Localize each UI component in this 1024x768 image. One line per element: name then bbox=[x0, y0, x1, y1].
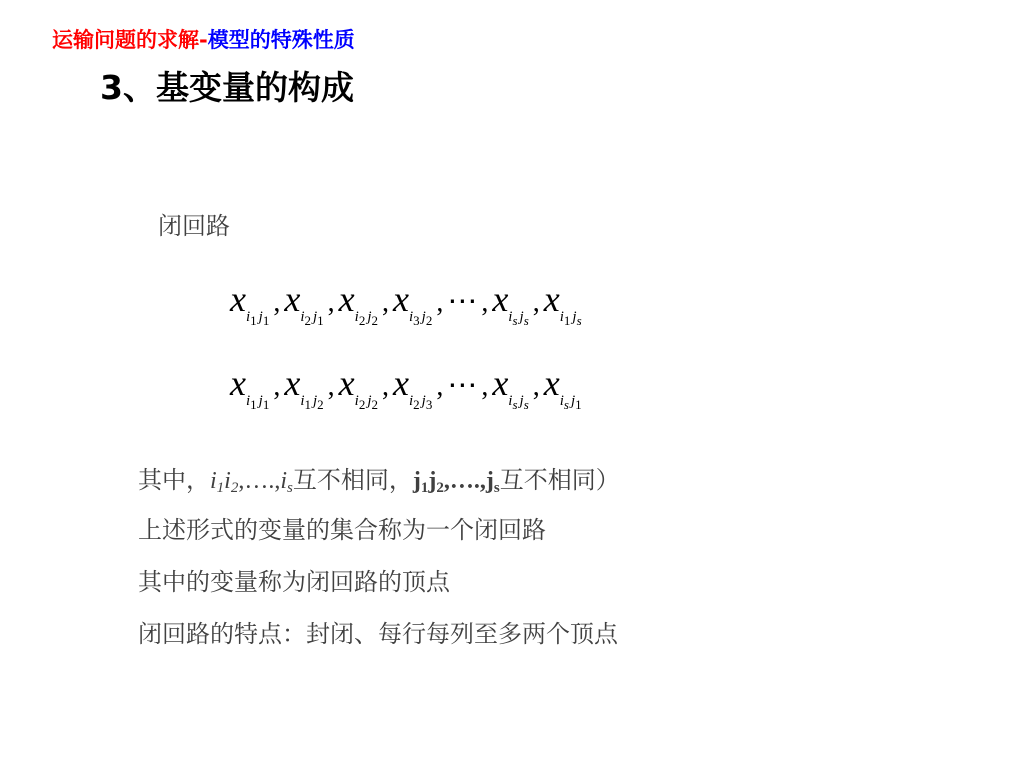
index-is: is bbox=[280, 468, 293, 496]
formula-term: $x_{i1 js}$ bbox=[543, 279, 582, 328]
index-ellipsis-2: ,…., bbox=[443, 468, 486, 494]
formula-separator: , bbox=[532, 371, 540, 402]
header-part-1: 运输问题的求解- bbox=[52, 28, 208, 52]
vertex-definition-line: 其中的变量称为闭回路的顶点 bbox=[138, 568, 450, 596]
formula-separator: , bbox=[436, 287, 444, 318]
formula-term: $x_{i2 j1}$ bbox=[284, 279, 324, 328]
formula-separator: , bbox=[481, 287, 489, 318]
formula-term: $x_{i2 j3}$ bbox=[392, 363, 433, 412]
formula-separator: , bbox=[327, 371, 335, 402]
formula-separator: , bbox=[381, 371, 389, 402]
formula-term: $x_{is js}$ bbox=[492, 279, 529, 328]
formula-term: $x_{i1 j2}$ bbox=[284, 363, 324, 412]
index-ellipsis-1: ,…., bbox=[238, 468, 281, 494]
formula-term: $x_{i1 j1}$ bbox=[230, 279, 270, 328]
formula-separator: , bbox=[481, 371, 489, 402]
closed-loop-formula-1 bbox=[230, 278, 582, 329]
formula-term: $x_{i1 j1}$ bbox=[230, 363, 270, 412]
formula-separator: , bbox=[327, 287, 335, 318]
formula-separator: , bbox=[532, 287, 540, 318]
formula-term: $x_{is j1}$ bbox=[543, 363, 582, 412]
formula-term: $x_{is js}$ bbox=[492, 363, 529, 412]
slide-header bbox=[52, 30, 355, 51]
formula-separator: , bbox=[273, 371, 281, 402]
index-i2: i2 bbox=[224, 468, 239, 496]
section-title: 3、基变量的构成 bbox=[100, 68, 354, 107]
formula-separator: , bbox=[436, 371, 444, 402]
formula-separator: , bbox=[381, 287, 389, 318]
property-line: 闭回路的特点：封闭、每行每列至多两个顶点 bbox=[138, 620, 618, 648]
formula-ellipsis: ⋯ bbox=[447, 285, 478, 318]
header-part-2: 模型的特殊性质 bbox=[207, 28, 355, 52]
formula-ellipsis: ⋯ bbox=[447, 369, 478, 402]
note-prefix: 其中， bbox=[138, 466, 210, 494]
index-j2: j2 bbox=[428, 468, 444, 496]
note-text-2: 互不相同） bbox=[499, 466, 620, 494]
index-js: js bbox=[485, 468, 500, 496]
index-distinct-note bbox=[138, 460, 620, 497]
definition-line: 上述形式的变量的集合称为一个闭回路 bbox=[138, 516, 546, 544]
index-j1: j1 bbox=[412, 468, 429, 496]
closed-loop-label: 闭回路 bbox=[158, 212, 230, 240]
index-i1: i1 bbox=[210, 468, 225, 496]
closed-loop-formula-2 bbox=[230, 362, 582, 413]
formula-term: $x_{i2 j2}$ bbox=[338, 279, 378, 328]
formula-term: $x_{i2 j2}$ bbox=[338, 363, 378, 412]
note-text-1: 互不相同， bbox=[292, 466, 413, 494]
formula-separator: , bbox=[273, 287, 281, 318]
formula-term: $x_{i3 j2}$ bbox=[392, 279, 433, 328]
